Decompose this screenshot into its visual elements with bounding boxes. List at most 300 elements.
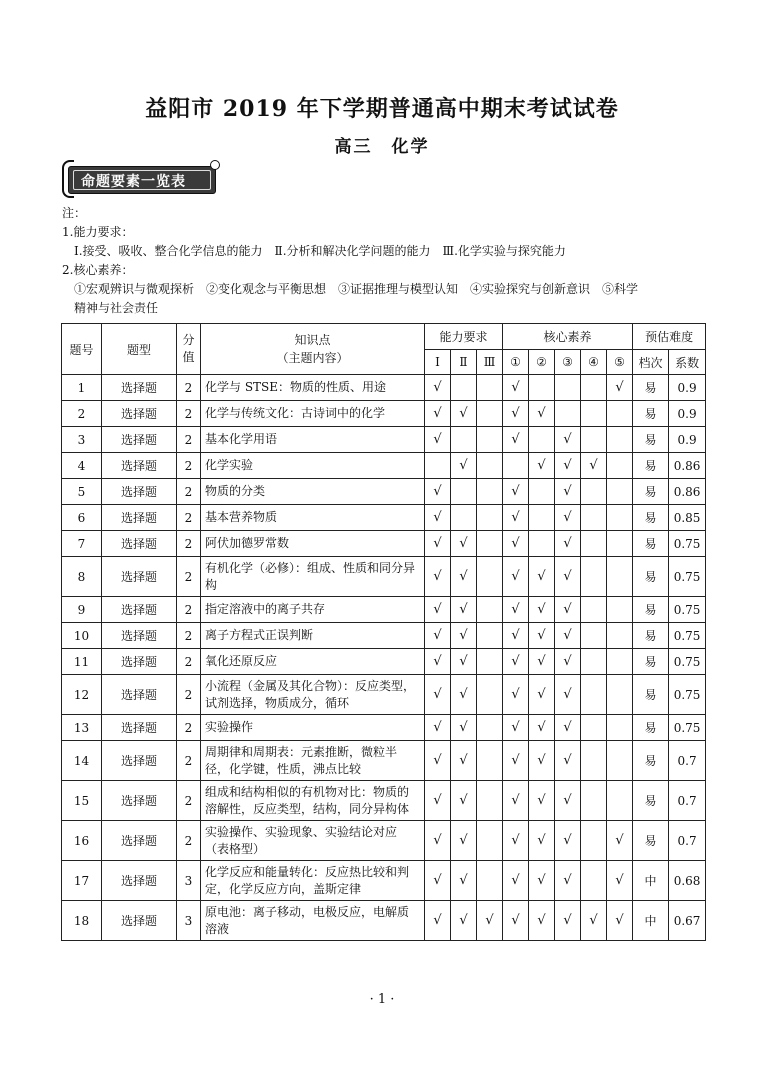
cell-core-check bbox=[555, 401, 581, 427]
cell-core-check bbox=[555, 375, 581, 401]
cell-coef: 0.9 bbox=[669, 375, 706, 401]
cell-ability-check bbox=[451, 375, 477, 401]
cell-score: 2 bbox=[177, 741, 201, 781]
cell-core-check bbox=[529, 531, 555, 557]
cell-ability-check bbox=[477, 675, 503, 715]
cell-core-check bbox=[581, 861, 607, 901]
cell-level: 易 bbox=[633, 401, 669, 427]
cell-core-check: √ bbox=[529, 675, 555, 715]
cell-type: 选择题 bbox=[102, 531, 177, 557]
core-items-1: ①宏观辨识与微观探析 ②变化观念与平衡思想 ③证据推理与模型认知 ④实验探究与创新意识 ⑤科学 bbox=[74, 282, 639, 296]
cell-core-check bbox=[581, 715, 607, 741]
cell-ability-check: √ bbox=[451, 821, 477, 861]
cell-core-check bbox=[581, 479, 607, 505]
cell-ability-check: √ bbox=[451, 453, 477, 479]
cell-core-check: √ bbox=[555, 427, 581, 453]
cell-core-check: √ bbox=[529, 453, 555, 479]
cell-num: 17 bbox=[62, 861, 102, 901]
cell-core-check: √ bbox=[529, 901, 555, 941]
cell-type: 选择题 bbox=[102, 453, 177, 479]
cell-score: 3 bbox=[177, 861, 201, 901]
table-row bbox=[62, 401, 706, 427]
header-level: 档次 bbox=[633, 350, 669, 375]
cell-ability-check bbox=[477, 453, 503, 479]
cell-ability-check: √ bbox=[451, 597, 477, 623]
header-core-col: ⑤ bbox=[607, 350, 633, 375]
cell-core-check: √ bbox=[555, 649, 581, 675]
cell-core-check: √ bbox=[503, 821, 529, 861]
header-kp-title: 知识点 bbox=[294, 333, 331, 347]
header-core-col: ③ bbox=[555, 350, 581, 375]
table-row bbox=[62, 505, 706, 531]
cell-core-check: √ bbox=[555, 781, 581, 821]
cell-ability-check: √ bbox=[451, 675, 477, 715]
cell-num: 2 bbox=[62, 401, 102, 427]
cell-score: 2 bbox=[177, 821, 201, 861]
cell-core-check: √ bbox=[503, 531, 529, 557]
cell-ability-check bbox=[477, 375, 503, 401]
header-core-col: ② bbox=[529, 350, 555, 375]
cell-core-check: √ bbox=[555, 505, 581, 531]
cell-ability-check bbox=[451, 479, 477, 505]
cell-core-check bbox=[581, 427, 607, 453]
table-row bbox=[62, 781, 706, 821]
cell-level: 易 bbox=[633, 479, 669, 505]
cell-score: 2 bbox=[177, 531, 201, 557]
cell-core-check bbox=[607, 741, 633, 781]
cell-core-check bbox=[581, 741, 607, 781]
cell-num: 10 bbox=[62, 623, 102, 649]
cell-core-check bbox=[581, 781, 607, 821]
cell-coef: 0.75 bbox=[669, 531, 706, 557]
cell-num: 4 bbox=[62, 453, 102, 479]
cell-core-check bbox=[581, 505, 607, 531]
cell-coef: 0.86 bbox=[669, 479, 706, 505]
cell-ability-check: √ bbox=[425, 401, 451, 427]
cell-core-check: √ bbox=[503, 597, 529, 623]
cell-num: 3 bbox=[62, 427, 102, 453]
cell-kp: 有机化学（必修）：组成、性质和同分异构 bbox=[201, 557, 425, 597]
cell-kp: 周期律和周期表：元素推断，微粒半径，化学键，性质，沸点比较 bbox=[201, 741, 425, 781]
cell-ability-check bbox=[477, 715, 503, 741]
cell-num: 7 bbox=[62, 531, 102, 557]
cell-ability-check: √ bbox=[451, 531, 477, 557]
cell-kp: 原电池：离子移动，电极反应，电解质溶液 bbox=[201, 901, 425, 941]
cell-level: 易 bbox=[633, 715, 669, 741]
cell-num: 14 bbox=[62, 741, 102, 781]
cell-kp: 基本化学用语 bbox=[201, 427, 425, 453]
notes-head: 注： bbox=[62, 206, 87, 220]
page-subtitle: 高三 化学 bbox=[334, 137, 430, 157]
cell-num: 1 bbox=[62, 375, 102, 401]
cell-type: 选择题 bbox=[102, 675, 177, 715]
ability-items: Ⅰ.接受、吸收、整合化学信息的能力 Ⅱ.分析和解决化学问题的能力 Ⅲ.化学实验与探究能力 bbox=[74, 244, 566, 258]
cell-coef: 0.68 bbox=[669, 861, 706, 901]
cell-ability-check bbox=[477, 597, 503, 623]
table-row bbox=[62, 649, 706, 675]
cell-core-check: √ bbox=[607, 901, 633, 941]
cell-ability-check: √ bbox=[425, 821, 451, 861]
header-coef: 系数 bbox=[669, 350, 706, 375]
cell-kp: 小流程（金属及其化合物）：反应类型，试剂选择，物质成分，循环 bbox=[201, 675, 425, 715]
cell-score: 2 bbox=[177, 557, 201, 597]
banner-label: 命题要素一览表 bbox=[81, 174, 186, 190]
cell-core-check bbox=[607, 479, 633, 505]
cell-ability-check: √ bbox=[425, 781, 451, 821]
cell-type: 选择题 bbox=[102, 901, 177, 941]
cell-score: 2 bbox=[177, 375, 201, 401]
cell-ability-check: √ bbox=[425, 427, 451, 453]
cell-ability-check bbox=[477, 557, 503, 597]
cell-core-check bbox=[581, 375, 607, 401]
cell-ability-check bbox=[477, 861, 503, 901]
cell-coef: 0.75 bbox=[669, 557, 706, 597]
cell-coef: 0.67 bbox=[669, 901, 706, 941]
cell-core-check: √ bbox=[581, 901, 607, 941]
cell-level: 易 bbox=[633, 821, 669, 861]
table-row bbox=[62, 741, 706, 781]
table-row bbox=[62, 531, 706, 557]
cell-score: 2 bbox=[177, 675, 201, 715]
cell-type: 选择题 bbox=[102, 375, 177, 401]
cell-level: 易 bbox=[633, 781, 669, 821]
cell-kp: 实验操作、实验现象、实验结论对应（表格型） bbox=[201, 821, 425, 861]
cell-ability-check: √ bbox=[425, 715, 451, 741]
cell-level: 中 bbox=[633, 861, 669, 901]
cell-coef: 0.75 bbox=[669, 675, 706, 715]
cell-core-check: √ bbox=[555, 453, 581, 479]
cell-core-check: √ bbox=[555, 901, 581, 941]
cell-core-check: √ bbox=[503, 675, 529, 715]
cell-ability-check: √ bbox=[451, 401, 477, 427]
cell-num: 16 bbox=[62, 821, 102, 861]
cell-ability-check bbox=[477, 505, 503, 531]
cell-type: 选择题 bbox=[102, 781, 177, 821]
cell-ability-check: √ bbox=[425, 531, 451, 557]
scroll-dot-icon bbox=[210, 160, 220, 170]
cell-core-check bbox=[503, 453, 529, 479]
cell-type: 选择题 bbox=[102, 597, 177, 623]
cell-ability-check: √ bbox=[451, 861, 477, 901]
notes bbox=[62, 204, 712, 318]
cell-score: 2 bbox=[177, 597, 201, 623]
header-ability-col: Ⅰ bbox=[425, 350, 451, 375]
cell-ability-check: √ bbox=[451, 901, 477, 941]
table-row bbox=[62, 557, 706, 597]
cell-coef: 0.75 bbox=[669, 715, 706, 741]
cell-core-check: √ bbox=[503, 375, 529, 401]
cell-num: 13 bbox=[62, 715, 102, 741]
cell-type: 选择题 bbox=[102, 401, 177, 427]
cell-core-check: √ bbox=[529, 597, 555, 623]
cell-core-check: √ bbox=[503, 649, 529, 675]
cell-core-check: √ bbox=[581, 453, 607, 479]
cell-ability-check: √ bbox=[451, 623, 477, 649]
cell-kp: 组成和结构相似的有机物对比：物质的溶解性，反应类型，结构，同分异构体 bbox=[201, 781, 425, 821]
cell-ability-check bbox=[451, 505, 477, 531]
cell-kp: 物质的分类 bbox=[201, 479, 425, 505]
cell-ability-check bbox=[477, 781, 503, 821]
cell-score: 2 bbox=[177, 401, 201, 427]
header-ability-col: Ⅱ bbox=[451, 350, 477, 375]
header-core-col: ① bbox=[503, 350, 529, 375]
header-core: 核心素养 bbox=[503, 324, 633, 350]
cell-core-check: √ bbox=[503, 623, 529, 649]
cell-core-check bbox=[581, 557, 607, 597]
header-ability-col: Ⅲ bbox=[477, 350, 503, 375]
cell-type: 选择题 bbox=[102, 649, 177, 675]
cell-core-check: √ bbox=[555, 597, 581, 623]
header-kp-sub: （主题内容） bbox=[276, 351, 349, 365]
cell-num: 18 bbox=[62, 901, 102, 941]
cell-core-check bbox=[529, 375, 555, 401]
cell-ability-check bbox=[477, 649, 503, 675]
cell-ability-check bbox=[477, 427, 503, 453]
table-row bbox=[62, 375, 706, 401]
cell-core-check: √ bbox=[503, 401, 529, 427]
cell-core-check: √ bbox=[529, 557, 555, 597]
cell-core-check: √ bbox=[529, 649, 555, 675]
cell-core-check bbox=[581, 649, 607, 675]
cell-type: 选择题 bbox=[102, 479, 177, 505]
cell-kp: 氧化还原反应 bbox=[201, 649, 425, 675]
cell-kp: 化学反应和能量转化：反应热比较和判定，化学反应方向，盖斯定律 bbox=[201, 861, 425, 901]
table-row bbox=[62, 453, 706, 479]
cell-core-check: √ bbox=[555, 741, 581, 781]
header-type: 题型 bbox=[102, 324, 177, 375]
cell-level: 易 bbox=[633, 623, 669, 649]
cell-core-check: √ bbox=[555, 675, 581, 715]
cell-coef: 0.9 bbox=[669, 427, 706, 453]
cell-type: 选择题 bbox=[102, 715, 177, 741]
cell-core-check: √ bbox=[607, 861, 633, 901]
cell-score: 2 bbox=[177, 427, 201, 453]
cell-core-check: √ bbox=[503, 557, 529, 597]
cell-core-check: √ bbox=[503, 861, 529, 901]
header-difficulty: 预估难度 bbox=[633, 324, 706, 350]
cell-core-check: √ bbox=[503, 427, 529, 453]
cell-ability-check: √ bbox=[425, 741, 451, 781]
cell-num: 15 bbox=[62, 781, 102, 821]
cell-type: 选择题 bbox=[102, 557, 177, 597]
cell-num: 5 bbox=[62, 479, 102, 505]
cell-ability-check bbox=[477, 741, 503, 781]
cell-core-check bbox=[529, 505, 555, 531]
cell-kp: 化学与 STSE：物质的性质、用途 bbox=[201, 375, 425, 401]
banner bbox=[62, 160, 218, 196]
cell-type: 选择题 bbox=[102, 505, 177, 531]
cell-ability-check: √ bbox=[425, 375, 451, 401]
cell-ability-check: √ bbox=[425, 861, 451, 901]
cell-ability-check bbox=[477, 531, 503, 557]
header-ability: 能力要求 bbox=[425, 324, 503, 350]
cell-ability-check bbox=[425, 453, 451, 479]
cell-core-check bbox=[607, 557, 633, 597]
page-number: · 1 · bbox=[369, 992, 395, 1007]
header-kp bbox=[201, 324, 425, 375]
cell-ability-check bbox=[477, 821, 503, 861]
table-row bbox=[62, 901, 706, 941]
cell-level: 易 bbox=[633, 453, 669, 479]
cell-kp: 阿伏加德罗常数 bbox=[201, 531, 425, 557]
cell-ability-check: √ bbox=[451, 557, 477, 597]
cell-core-check: √ bbox=[555, 531, 581, 557]
table-row bbox=[62, 821, 706, 861]
cell-level: 易 bbox=[633, 557, 669, 597]
cell-type: 选择题 bbox=[102, 741, 177, 781]
cell-score: 2 bbox=[177, 623, 201, 649]
cell-num: 9 bbox=[62, 597, 102, 623]
cell-level: 易 bbox=[633, 505, 669, 531]
cell-type: 选择题 bbox=[102, 623, 177, 649]
cell-core-check: √ bbox=[555, 821, 581, 861]
cell-type: 选择题 bbox=[102, 821, 177, 861]
table-row bbox=[62, 861, 706, 901]
core-items-2: 精神与社会责任 bbox=[74, 301, 159, 315]
cell-ability-check: √ bbox=[425, 597, 451, 623]
cell-ability-check: √ bbox=[451, 715, 477, 741]
ability-title: 1.能力要求： bbox=[62, 225, 134, 239]
cell-core-check: √ bbox=[555, 715, 581, 741]
cell-score: 2 bbox=[177, 479, 201, 505]
cell-kp: 离子方程式正误判断 bbox=[201, 623, 425, 649]
cell-core-check bbox=[607, 675, 633, 715]
cell-kp: 化学与传统文化：古诗词中的化学 bbox=[201, 401, 425, 427]
header-core-col: ④ bbox=[581, 350, 607, 375]
cell-coef: 0.75 bbox=[669, 597, 706, 623]
table-row bbox=[62, 715, 706, 741]
cell-num: 11 bbox=[62, 649, 102, 675]
cell-core-check bbox=[581, 531, 607, 557]
cell-core-check bbox=[581, 675, 607, 715]
cell-core-check bbox=[607, 623, 633, 649]
cell-core-check bbox=[607, 505, 633, 531]
cell-core-check bbox=[607, 715, 633, 741]
cell-core-check: √ bbox=[503, 479, 529, 505]
cell-score: 2 bbox=[177, 715, 201, 741]
cell-core-check bbox=[529, 479, 555, 505]
cell-level: 易 bbox=[633, 375, 669, 401]
cell-core-check: √ bbox=[529, 821, 555, 861]
cell-level: 易 bbox=[633, 649, 669, 675]
cell-score: 2 bbox=[177, 781, 201, 821]
header-num: 题号 bbox=[62, 324, 102, 375]
cell-ability-check bbox=[477, 623, 503, 649]
cell-core-check: √ bbox=[529, 623, 555, 649]
cell-level: 易 bbox=[633, 597, 669, 623]
cell-core-check: √ bbox=[529, 715, 555, 741]
cell-core-check: √ bbox=[503, 781, 529, 821]
cell-coef: 0.75 bbox=[669, 649, 706, 675]
cell-ability-check bbox=[477, 401, 503, 427]
cell-core-check: √ bbox=[529, 781, 555, 821]
cell-core-check bbox=[607, 427, 633, 453]
cell-score: 3 bbox=[177, 901, 201, 941]
cell-ability-check: √ bbox=[451, 781, 477, 821]
page-title: 益阳市 2019 年下学期普通高中期末考试试卷 bbox=[145, 96, 619, 122]
cell-core-check bbox=[581, 597, 607, 623]
cell-core-check: √ bbox=[503, 901, 529, 941]
cell-core-check: √ bbox=[555, 623, 581, 649]
cell-score: 2 bbox=[177, 453, 201, 479]
cell-core-check bbox=[529, 427, 555, 453]
table-row bbox=[62, 675, 706, 715]
cell-core-check bbox=[581, 623, 607, 649]
cell-core-check bbox=[607, 597, 633, 623]
cell-core-check: √ bbox=[555, 479, 581, 505]
cell-kp: 基本营养物质 bbox=[201, 505, 425, 531]
cell-kp: 指定溶液中的离子共存 bbox=[201, 597, 425, 623]
cell-type: 选择题 bbox=[102, 427, 177, 453]
cell-ability-check: √ bbox=[451, 741, 477, 781]
cell-coef: 0.7 bbox=[669, 741, 706, 781]
cell-ability-check: √ bbox=[425, 649, 451, 675]
cell-level: 易 bbox=[633, 531, 669, 557]
cell-num: 12 bbox=[62, 675, 102, 715]
cell-core-check bbox=[607, 781, 633, 821]
requirements-table bbox=[61, 323, 706, 941]
cell-core-check: √ bbox=[503, 741, 529, 781]
cell-coef: 0.7 bbox=[669, 781, 706, 821]
cell-ability-check: √ bbox=[425, 901, 451, 941]
cell-score: 2 bbox=[177, 649, 201, 675]
table-row bbox=[62, 623, 706, 649]
cell-ability-check: √ bbox=[451, 649, 477, 675]
cell-core-check: √ bbox=[607, 821, 633, 861]
cell-core-check bbox=[607, 401, 633, 427]
table-row bbox=[62, 597, 706, 623]
cell-core-check: √ bbox=[503, 715, 529, 741]
cell-core-check bbox=[607, 649, 633, 675]
cell-ability-check: √ bbox=[425, 675, 451, 715]
cell-level: 易 bbox=[633, 675, 669, 715]
cell-coef: 0.9 bbox=[669, 401, 706, 427]
cell-core-check: √ bbox=[503, 505, 529, 531]
cell-level: 中 bbox=[633, 901, 669, 941]
cell-level: 易 bbox=[633, 741, 669, 781]
cell-ability-check: √ bbox=[477, 901, 503, 941]
table-row bbox=[62, 427, 706, 453]
cell-ability-check: √ bbox=[425, 479, 451, 505]
cell-core-check bbox=[607, 453, 633, 479]
cell-score: 2 bbox=[177, 505, 201, 531]
cell-core-check: √ bbox=[529, 401, 555, 427]
cell-num: 6 bbox=[62, 505, 102, 531]
cell-coef: 0.7 bbox=[669, 821, 706, 861]
cell-core-check: √ bbox=[529, 741, 555, 781]
cell-ability-check bbox=[477, 479, 503, 505]
cell-kp: 化学实验 bbox=[201, 453, 425, 479]
cell-num: 8 bbox=[62, 557, 102, 597]
cell-core-check bbox=[581, 821, 607, 861]
cell-kp: 实验操作 bbox=[201, 715, 425, 741]
header-score: 分值 bbox=[177, 324, 201, 375]
cell-coef: 0.86 bbox=[669, 453, 706, 479]
cell-type: 选择题 bbox=[102, 861, 177, 901]
cell-level: 易 bbox=[633, 427, 669, 453]
cell-coef: 0.85 bbox=[669, 505, 706, 531]
cell-core-check: √ bbox=[529, 861, 555, 901]
cell-core-check: √ bbox=[607, 375, 633, 401]
table-row bbox=[62, 479, 706, 505]
banner-box bbox=[68, 166, 216, 194]
cell-ability-check: √ bbox=[425, 557, 451, 597]
core-title: 2.核心素养： bbox=[62, 263, 134, 277]
cell-core-check bbox=[607, 531, 633, 557]
cell-core-check: √ bbox=[555, 557, 581, 597]
cell-ability-check: √ bbox=[425, 623, 451, 649]
cell-ability-check bbox=[451, 427, 477, 453]
